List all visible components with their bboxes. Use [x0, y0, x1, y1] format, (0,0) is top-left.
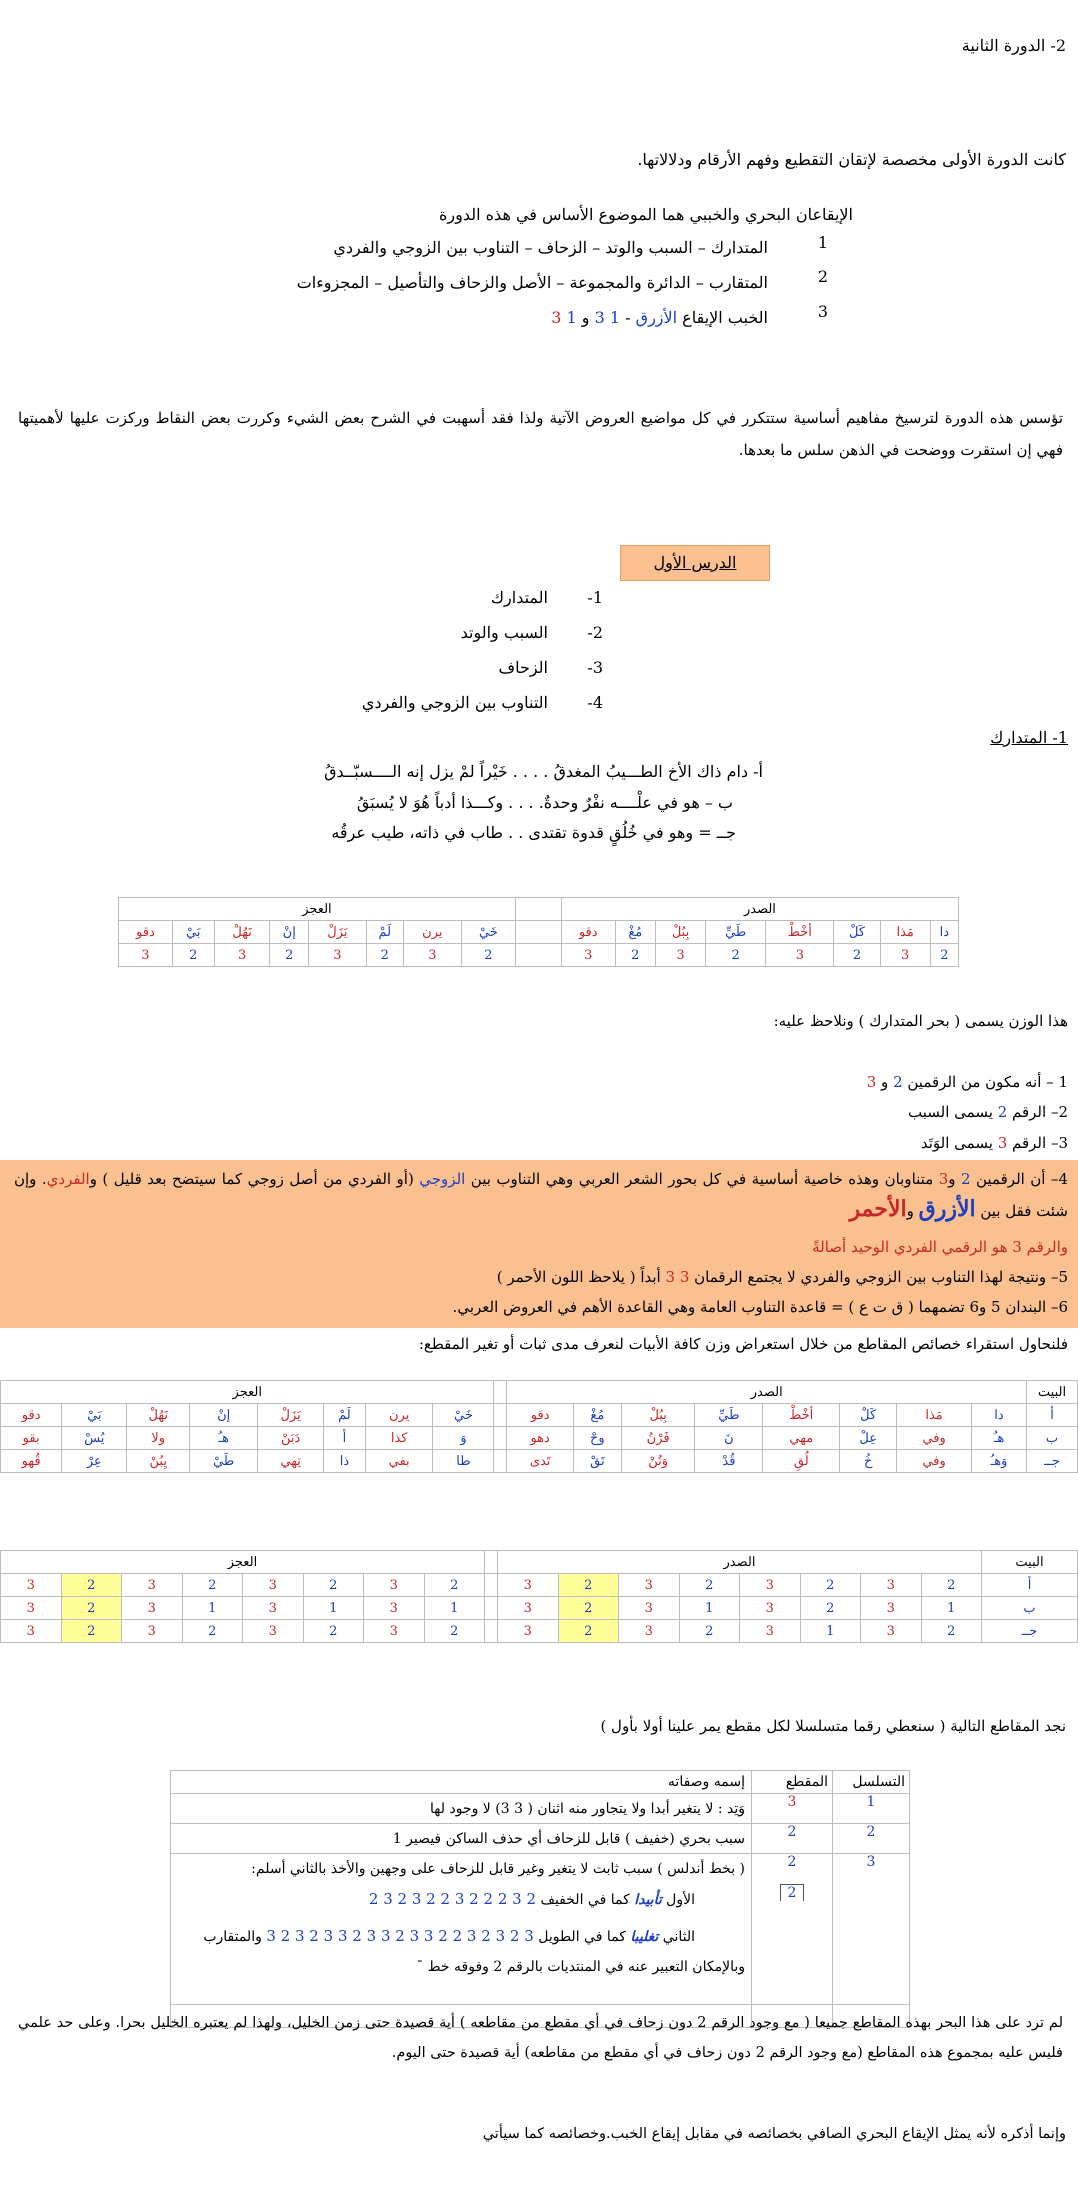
table-cell — [485, 1574, 498, 1597]
syllables-intro: نجد المقاطع التالية ( سنعطي رقما متسلسلا لكل مقطع يمر علينا أولا بأول ) — [600, 1717, 1066, 1735]
text-span: تغليبا — [630, 1929, 659, 1945]
table-cell: 2 — [679, 1620, 740, 1643]
item-number: 1 — [817, 233, 828, 252]
intro-line: الإيقاعان البحري والخببي هما الموضوع الأساس في هذه الدورة — [439, 205, 853, 224]
text-span: الفردي — [46, 1170, 90, 1188]
table-cell: 3 — [122, 1597, 183, 1620]
number-cell: 3 — [119, 944, 173, 967]
col-header-seq: التسلسل — [833, 1771, 910, 1794]
text-span: 3 — [866, 1073, 877, 1091]
table-row — [1, 1404, 1078, 1427]
table-cell — [494, 1381, 507, 1404]
table-cell: وحْ — [573, 1427, 621, 1450]
note-intro: هذا الوزن يسمى ( بحر المتدارك ) ونلاحظ عليه: — [773, 1012, 1068, 1030]
table-cell: تِهي — [258, 1450, 324, 1473]
sadr-header: الصدر — [561, 898, 958, 921]
note-line — [497, 1268, 1068, 1286]
table-cell: 2 — [921, 1620, 982, 1643]
note-line — [812, 1238, 1068, 1256]
ajz-header: العجز — [1, 1551, 485, 1574]
table-cell: بَيْ — [62, 1404, 127, 1427]
table-cell — [752, 1854, 833, 2005]
table-cell: كَلْ — [840, 1404, 897, 1427]
sadr-header: الصدر — [507, 1381, 1027, 1404]
note-line: فلنحاول استقراء خصائص المقاطع من خلال استعراض وزن كافة الأبيات لنعرف مدى ثبات أو تغير المقطع: — [418, 1335, 1068, 1353]
syllable-cell: كَلْ — [834, 921, 880, 944]
table-row — [1, 1450, 1078, 1473]
table-cell: بِبُلْ — [621, 1404, 694, 1427]
table-cell: 3 — [1, 1620, 62, 1643]
ajz-header: العجز — [1, 1381, 494, 1404]
table-cell: يرن — [365, 1404, 433, 1427]
table-cell: تَدى — [507, 1450, 573, 1473]
text-span: 2 — [960, 1170, 971, 1188]
text-span: 3- — [587, 658, 603, 677]
number-cell: 2 — [172, 944, 214, 967]
text-span: 2– الرقم — [1007, 1103, 1068, 1121]
note-line — [908, 1103, 1068, 1121]
table-cell: 3 — [364, 1620, 425, 1643]
lesson-title-box — [620, 545, 770, 581]
table-cell: وَتُنْ — [621, 1450, 694, 1473]
table-cell: 3 — [498, 1620, 559, 1643]
text-span: هو الرقمي الفردي الوحيد أصالةً — [812, 1238, 1013, 1256]
table-row — [171, 1794, 910, 1824]
intro-paragraph: تؤسس هذه الدورة لترسيخ مفاهيم أساسية ستتكرر في كل مواضيع العروض الآتية ولذا فقد أسهبت في الشرح بعض الشيء وكررت بعض النقاط وركزت عليها لأهميتها فهي إن استقرت ووضحت في الذهن سلس ما بعدها. — [18, 409, 1063, 459]
text-line: ( بخط أندلس ) سبب ثابت لا يتغير وغير قابل للزحاف على وجهين والأخذ بالثاني أسلم: — [251, 1861, 745, 1877]
text-span: 1 — [609, 308, 621, 327]
table-cell: 2 — [182, 1574, 243, 1597]
table-cell: 3 — [619, 1574, 680, 1597]
table-cell: 3 — [861, 1620, 922, 1643]
verse: جــ = وهو في خُلُقٍ قدوة تقتدى . . طاب في ذاته، طيب عرقُه — [331, 823, 736, 842]
text-span: - — [620, 308, 636, 327]
table-cell: 2 — [833, 1824, 910, 1854]
table-cell: 2 — [752, 1824, 833, 1854]
row-label: ب — [1027, 1427, 1078, 1450]
ajz-header: العجز — [119, 898, 516, 921]
number-cell: 3 — [309, 944, 367, 967]
table-cell: 3 — [833, 1854, 910, 2005]
text-span: 3 — [551, 308, 562, 327]
table-cell: 2 — [800, 1597, 861, 1620]
col-header-syl: المقطع — [752, 1771, 833, 1794]
table-cell: 2 — [61, 1597, 122, 1620]
table-cell: 3 — [619, 1620, 680, 1643]
table-cell: سبب بحري (خفيف ) قابل للزحاف أي حذف الساكن فيصير 1 — [171, 1824, 752, 1854]
bayt-header: البيت — [1027, 1381, 1078, 1404]
number-cell: 2 — [930, 944, 958, 967]
text-span: يسمى الوَتَد — [920, 1134, 998, 1152]
table-cell: نَ — [695, 1427, 763, 1450]
text-span: 3– الرقم — [1007, 1134, 1068, 1152]
table-row — [1, 1427, 1078, 1450]
table-cell: 3 — [861, 1574, 922, 1597]
text-span: الأول — [661, 1892, 695, 1908]
table-cell: ولا — [127, 1427, 190, 1450]
text-span: 3 2 3 2 3 2 2 3 3 2 3 3 2 3 3 2 3 2 3 — [266, 1927, 534, 1945]
text-span: الأحمر — [849, 1196, 907, 1222]
syllable-cell: دقو — [561, 921, 615, 944]
table-cell: مُغْ — [573, 1404, 621, 1427]
text-span: والرقم — [1021, 1238, 1068, 1256]
syllable-cell: دقو — [119, 921, 173, 944]
table-cell: 2 — [921, 1574, 982, 1597]
table-cell: 3 — [740, 1597, 801, 1620]
table-cell: وَ — [433, 1427, 494, 1450]
table-cell — [494, 1427, 507, 1450]
verses-syllable-table — [0, 1380, 1078, 1473]
table-cell: قُدْ — [695, 1450, 763, 1473]
table-cell: 2 — [558, 1597, 619, 1620]
text-span: كما في الخفيف — [536, 1892, 635, 1908]
text-span: الأزرق — [918, 1196, 976, 1222]
table-cell: وفي — [897, 1450, 972, 1473]
syllable-cell: خَيْ — [461, 921, 515, 944]
table-cell — [485, 1620, 498, 1643]
text-span: و — [876, 1073, 894, 1091]
number-cell: 3 — [214, 944, 270, 967]
table-cell: دقو — [1, 1404, 62, 1427]
table-cell: 2 — [679, 1574, 740, 1597]
row-label: ب — [982, 1597, 1078, 1620]
table-cell: 2 — [61, 1574, 122, 1597]
table-cell: 2 — [61, 1620, 122, 1643]
table-cell: أخْطْ — [763, 1404, 840, 1427]
note-line — [921, 1134, 1068, 1152]
table-cell: خَيْ — [433, 1404, 494, 1427]
row-label: جــ — [982, 1620, 1078, 1643]
table-cell: 3 — [364, 1597, 425, 1620]
overlined-two: 2 — [780, 1884, 804, 1901]
item-text: المتقارب – الدائرة والمجموعة – الأصل والزحاف والتأصيل – المجزوءات — [296, 273, 768, 292]
table-cell: 1 — [182, 1597, 243, 1620]
table-cell — [494, 1404, 507, 1427]
text-span: (أو الفردي من أصل زوجي كما سيتضح بعد قليل ) و — [89, 1170, 420, 1188]
table-cell: بقو — [1, 1427, 62, 1450]
text-span: 3 3 — [665, 1268, 690, 1286]
sadr-header: الصدر — [498, 1551, 982, 1574]
text-span: 2- — [587, 623, 603, 642]
table-cell: 3 — [243, 1574, 304, 1597]
lesson-item-text: المتدارك — [490, 588, 548, 607]
table-cell — [515, 898, 561, 921]
syllable-cell: لَمْ — [366, 921, 403, 944]
table-cell: طَيِّ — [695, 1404, 763, 1427]
intro-item — [248, 267, 828, 295]
text-span: متناوبان وهذه خاصية أساسية في كل بحور الشعر العربي وهي التناوب بين — [465, 1170, 939, 1188]
table-cell: 2 — [182, 1620, 243, 1643]
table-cell: قُهو — [1, 1450, 62, 1473]
intro-item — [248, 302, 828, 330]
footer-paragraph: وإنما أذكره لأنه يمثل الإيقاع البحري الصافي بخصائصه في مقابل إيقاع الخبب.وخصائصه كما سيأتي — [482, 2126, 1066, 2142]
table-cell: إنْ — [190, 1404, 258, 1427]
text-span: 2 — [893, 1073, 903, 1091]
highlight-block — [0, 1160, 1078, 1328]
table-cell: 1 — [303, 1597, 364, 1620]
section-title: 1- المتدارك — [990, 728, 1068, 747]
text-span: 3 — [1012, 1238, 1022, 1256]
table-cell: 2 — [800, 1574, 861, 1597]
text-span: 1 – أنه مكون من الرقمين — [902, 1073, 1068, 1091]
syllable-cell: بِبُلْ — [656, 921, 706, 944]
number-cell: 3 — [403, 944, 461, 967]
bayt-header: البيت — [982, 1551, 1078, 1574]
table-row — [171, 1854, 910, 2005]
lesson-item-text: الزحاف — [498, 658, 548, 677]
item-text: المتدارك – السبب والوتد – الزحاف – التناوب بين الزوجي والفردي — [333, 238, 768, 257]
table-cell: 3 — [861, 1597, 922, 1620]
text-span: 2 3 2 2 2 3 2 2 3 2 3 2 — [368, 1890, 537, 1908]
item-number: 2 — [817, 267, 828, 286]
lesson-item-text: السبب والوتد — [460, 623, 548, 642]
table-cell: دَبَنْ — [258, 1427, 324, 1450]
table-cell: عِرْ — [62, 1450, 127, 1473]
text-span: و — [576, 308, 595, 327]
table-cell: 3 — [740, 1620, 801, 1643]
verse: ب – هو في علْــــه نفْرٌ وحدةٌ. . . . وكـــذا أدباً هُوَ لا يُسبَقُ — [356, 793, 733, 812]
text-span: 3 — [997, 1134, 1008, 1152]
syllable-cell: دا — [930, 921, 958, 944]
text-span: يسمى السبب — [908, 1103, 998, 1121]
number-cell: 2 — [270, 944, 309, 967]
syllable-cell: أخْطْ — [766, 921, 834, 944]
table-cell: 1 — [833, 1794, 910, 1824]
item-number: 3 — [817, 302, 828, 321]
note-line — [14, 1164, 1068, 1226]
text-span: 1 — [566, 308, 577, 327]
text-span: 4- — [587, 693, 603, 712]
table-cell: هـُ — [190, 1427, 258, 1450]
number-cell: 3 — [561, 944, 615, 967]
number-cell: 2 — [834, 944, 880, 967]
number-cell: 3 — [766, 944, 834, 967]
table-cell: دقو — [507, 1404, 573, 1427]
table-cell: نَهُلْ — [127, 1404, 190, 1427]
footer-paragraph: لم ترد على هذا البحر بهذه المقاطع جميعا ( مع وجود الرقم 2 دون زحاف في أي مقطع من مقاطعه ) أية قصيدة حتى زمن الخليل، ولهذا لم يعتبره الخليل بحرا. وعلى حد علمي فليس عليه بمجموع هذه المقاطع (مع وجود الرقم 2 دون زحاف في أي مقطع من مقاطعه) أية قصيدة حتى اليوم. — [18, 2015, 1063, 2061]
text-span: والمتقارب — [203, 1929, 267, 1945]
table-cell: 3 — [619, 1597, 680, 1620]
number-cell: 3 — [880, 944, 930, 967]
text-span: . وإن شئت فقل بين — [14, 1170, 1068, 1220]
table-cell: 3 — [122, 1574, 183, 1597]
table-cell: كذا — [365, 1427, 433, 1450]
text-span: 4– أن الرقمين — [970, 1170, 1068, 1188]
text-span: و — [948, 1170, 961, 1188]
table-cell: لُقِ — [763, 1450, 840, 1473]
table-cell: 3 — [364, 1574, 425, 1597]
verse: أ- دام ذاك الأخ الطـــيبُ المغدقُ . . . . خَيْراً لمْ يزل إنه الــــسبّــدقُ — [324, 762, 763, 781]
text-span: أبداً ( يلاحظ اللون الأحمر ) — [496, 1268, 666, 1286]
syllable-cell: يرن — [403, 921, 461, 944]
intro-line: كانت الدورة الأولى مخصصة لإتقان التقطيع وفهم الأرقام ودلالاتها. — [637, 150, 1066, 169]
table-cell: لَمْ — [324, 1404, 366, 1427]
table-cell — [171, 1854, 752, 2005]
text-span: 2 — [997, 1103, 1008, 1121]
table-cell: يِبُنْ — [127, 1450, 190, 1473]
text-span: الزوجي — [419, 1170, 466, 1188]
table-cell: 3 — [122, 1620, 183, 1643]
table-cell — [485, 1551, 498, 1574]
table-cell: 3 — [498, 1597, 559, 1620]
table-cell: خُ — [840, 1450, 897, 1473]
table-cell: 3 — [498, 1574, 559, 1597]
table-cell: 3 — [243, 1620, 304, 1643]
table-cell: دهو — [507, 1427, 573, 1450]
table-cell: هـُ — [971, 1427, 1026, 1450]
table-cell: فَرْنُ — [621, 1427, 694, 1450]
table-cell: طَيْ — [190, 1450, 258, 1473]
col-header-name: إسمه وصفاته — [171, 1771, 752, 1794]
text-span: 5– ونتيجة لهذا التناوب بين الزوجي والفردي لا يجتمع الرقمان — [689, 1268, 1068, 1286]
lesson-title: الدرس الأول — [653, 553, 737, 572]
table-cell: ذا — [324, 1450, 366, 1473]
text-span: الثاني — [658, 1929, 695, 1945]
table-cell: وفي — [897, 1427, 972, 1450]
syllable-cell: يَزَلْ — [309, 921, 367, 944]
table-cell: 2 — [303, 1574, 364, 1597]
text-span: وبالإمكان التعبير عنه في المنتديات بالرقم 2 وفوقه خط ¯ — [416, 1959, 745, 1975]
text-span: 3 — [938, 1170, 949, 1188]
text-span: 3 — [594, 308, 605, 327]
lesson-item-text: التناوب بين الزوجي والفردي — [361, 693, 548, 712]
table-cell: بفي — [365, 1450, 433, 1473]
table-cell: 3 — [1, 1597, 62, 1620]
table-cell: طا — [433, 1450, 494, 1473]
text-span: تأبيدا — [634, 1892, 662, 1908]
table-cell: وَتِد : لا يتغير أبدا ولا يتجاور منه اثنان ( 3 3) لا وجود لها — [171, 1794, 752, 1824]
table-cell — [515, 921, 561, 944]
table-cell: 1 — [921, 1597, 982, 1620]
table-cell: 3 — [752, 1794, 833, 1824]
table-row — [1, 1597, 1078, 1620]
table-cell: دا — [971, 1404, 1026, 1427]
table-cell: 2 — [558, 1574, 619, 1597]
syllable-cell: مُغْ — [615, 921, 655, 944]
table-cell: 1 — [679, 1597, 740, 1620]
number-cell: 3 — [656, 944, 706, 967]
table-cell: 3 — [243, 1597, 304, 1620]
number-cell: 2 — [366, 944, 403, 967]
syllable-cell: بَيْ — [172, 921, 214, 944]
verses-number-table — [0, 1550, 1078, 1643]
table-cell: مهي — [763, 1427, 840, 1450]
syllable-catalogue-table — [170, 1770, 910, 2028]
text-line: 2 — [787, 1854, 797, 1870]
text-span: الأزرق — [635, 308, 678, 327]
item-text — [551, 308, 768, 327]
syllable-cell: طَيِّ — [706, 921, 766, 944]
number-cell: 2 — [706, 944, 766, 967]
table-cell: 3 — [1, 1574, 62, 1597]
table-row — [171, 1824, 910, 1854]
row-label: جــ — [1027, 1450, 1078, 1473]
table-cell — [515, 944, 561, 967]
row-label: أ — [1027, 1404, 1078, 1427]
meter-table — [118, 897, 959, 967]
table-cell: 2 — [558, 1620, 619, 1643]
table-cell: 3 — [740, 1574, 801, 1597]
table-cell — [485, 1597, 498, 1620]
text-span: 1- — [587, 588, 603, 607]
table-row — [1, 1620, 1078, 1643]
syllable-cell: مَذا — [880, 921, 930, 944]
text-span: الخبب الإيقاع — [677, 308, 768, 327]
table-cell: أ — [324, 1427, 366, 1450]
row-label: أ — [982, 1574, 1078, 1597]
text-span: كما في الطويل — [533, 1929, 631, 1945]
intro-item — [248, 233, 828, 261]
table-cell: مَذا — [897, 1404, 972, 1427]
text-span: و — [906, 1202, 919, 1220]
table-cell: تَقْ — [573, 1450, 621, 1473]
table-cell: يُسْ — [62, 1427, 127, 1450]
syllable-cell: نَهُلْ — [214, 921, 270, 944]
section-heading: 2- الدورة الثانية — [961, 36, 1066, 55]
number-cell: 2 — [615, 944, 655, 967]
table-cell: 2 — [424, 1574, 485, 1597]
note-line — [867, 1073, 1068, 1091]
table-cell: 2 — [303, 1620, 364, 1643]
table-row — [1, 1574, 1078, 1597]
syllable-cell: إنْ — [270, 921, 309, 944]
number-cell: 2 — [461, 944, 515, 967]
table-cell: يَزَلْ — [258, 1404, 324, 1427]
table-cell: 2 — [424, 1620, 485, 1643]
table-cell: 1 — [424, 1597, 485, 1620]
table-cell: 1 — [800, 1620, 861, 1643]
table-cell — [494, 1450, 507, 1473]
table-cell: عِلْ — [840, 1427, 897, 1450]
table-cell: وَهـُ — [971, 1450, 1026, 1473]
note-line: 6– البندان 5 و6 تضمهما ( ق ت ع ) = قاعدة التناوب العامة وهي القاعدة الأهم في العروض العربي. — [452, 1298, 1068, 1316]
